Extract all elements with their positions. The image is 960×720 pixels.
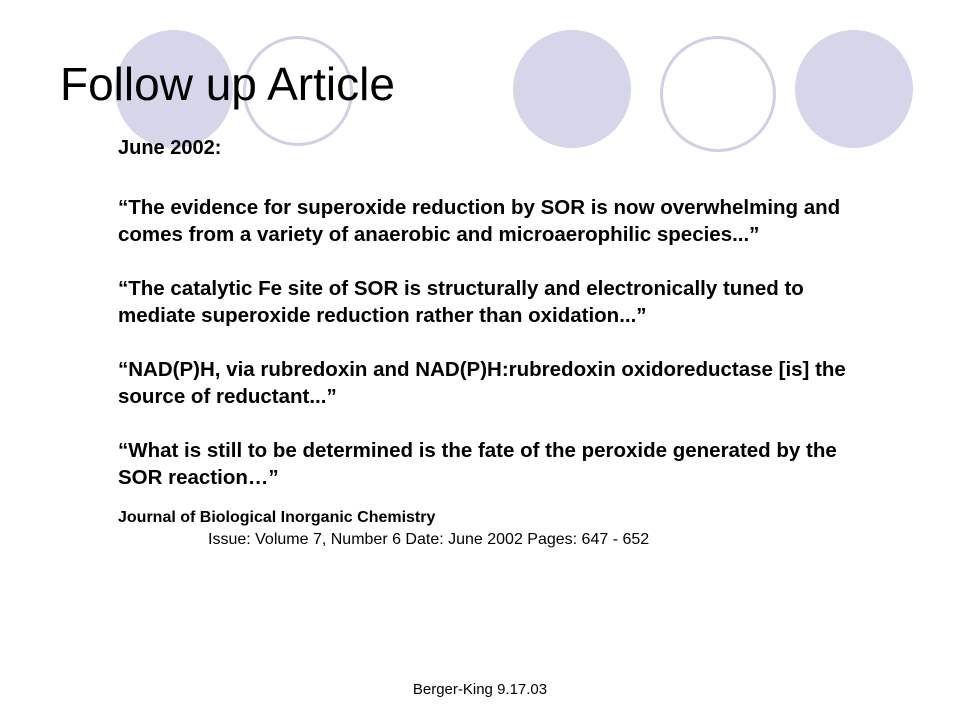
- decorative-filled-circle: [513, 30, 631, 148]
- quote-4: “What is still to be determined is the fate of the peroxide generated by the SOR reaction…”: [118, 439, 837, 489]
- slide-body: [118, 136, 878, 550]
- date-label: June 2002:: [118, 137, 222, 159]
- slide-footer: Berger-King 9.17.03: [412, 681, 548, 698]
- quote-2: “The catalytic Fe site of SOR is structurally and electronically tuned to mediate superoxide reduction rather than oxidation...”: [118, 277, 804, 327]
- journal-name: Journal of Biological Inorganic Chemistry: [118, 509, 436, 526]
- quote-1: “The evidence for superoxide reduction by SOR is now overwhelming and comes from a variety of anaerobic and microaerophilic species...”: [118, 196, 841, 246]
- quote-3: “NAD(P)H, via rubredoxin and NAD(P)H:rubredoxin oxidoreductase [is] the source of reductant...”: [118, 358, 846, 408]
- decorative-filled-circle: [795, 30, 913, 148]
- decorative-outline-circle: [660, 36, 776, 152]
- journal-issue: Issue: Volume 7, Number 6 Date: June 2002 Pages: 647 - 652: [208, 531, 650, 548]
- slide-title: Follow up Article: [60, 58, 395, 110]
